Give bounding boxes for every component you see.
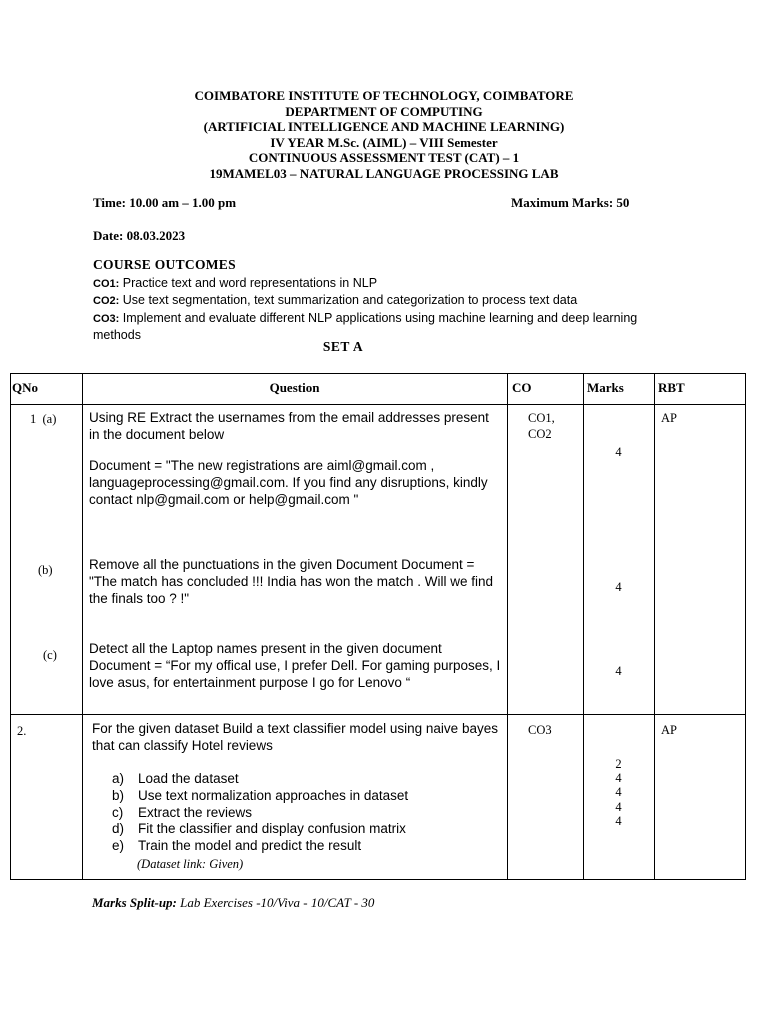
course-outcome-label: CO2: (93, 295, 120, 308)
header-qno: QNo (12, 380, 38, 395)
course-outcome-ref: CO2 (528, 427, 552, 441)
course-outcome-text: Use text segmentation, text summarization and categorization to process text data (119, 293, 578, 308)
header-marks: Marks (587, 380, 624, 395)
list-item (112, 771, 408, 788)
marks-value: 4 (615, 445, 622, 459)
exam-date: Date: 08.03.2023 (93, 228, 186, 243)
marks-value: 4 (615, 771, 622, 786)
step-marker: d) (112, 821, 125, 837)
department-name: DEPARTMENT OF COMPUTING (285, 103, 483, 119)
list-item (112, 838, 408, 855)
marks-split-up-text: Lab Exercises -10/Viva - 10/CAT - 30 (176, 895, 375, 910)
course-outcome-text: Practice text and word representations in NLP (119, 276, 378, 290)
header-co: CO (512, 380, 532, 395)
set-title: SET A (322, 339, 364, 354)
program-name: (ARTIFICIAL INTELLIGENCE AND MACHINE LEARNING) (203, 119, 565, 134)
course-outcome-text: Implement and evaluate different NLP applications using machine learning and deep learning methods (93, 310, 638, 342)
step-marker: e) (112, 838, 125, 854)
marks-value: 2 (615, 757, 622, 771)
table-border-bottom (10, 879, 746, 880)
column-divider (82, 373, 83, 880)
question-label-c: (c) (43, 648, 57, 662)
table-header-divider (10, 404, 746, 405)
rbt-value: AP (661, 723, 677, 737)
year-semester: IV YEAR M.Sc. (AIML) – VIII Semester (270, 134, 498, 150)
question-2-text: For the given dataset Build a text classifier model using naive bayes that can classify Hotel reviews (92, 721, 498, 753)
marks-split-column (583, 757, 654, 828)
column-divider (654, 373, 655, 880)
step-text: Load the dataset (138, 771, 239, 786)
marks-value: 4 (615, 785, 622, 800)
question-number: 1 (a) (30, 412, 57, 426)
step-marker: c) (112, 804, 124, 820)
step-text: Train the model and predict the result (138, 838, 362, 854)
marks-split-up-label: Marks Split-up: (92, 895, 177, 910)
course-outcome-ref: CO3 (528, 723, 552, 737)
question-label-b: (b) (38, 563, 53, 577)
step-marker: b) (112, 787, 125, 803)
list-item (112, 821, 408, 838)
course-outcomes-list (93, 275, 673, 343)
course-outcome-item (93, 292, 673, 309)
table-row-divider (10, 714, 746, 715)
question-1b-text: Remove all the punctuations in the given Document Document = "The match has concluded !!! India has won the match . Will we find the finals too ? !" (89, 557, 493, 606)
course-outcome-ref: CO1, (528, 411, 555, 425)
marks-value: 4 (615, 580, 622, 594)
table-border-right (745, 373, 746, 880)
marks-value: 4 (615, 664, 622, 678)
maximum-marks: Maximum Marks: 50 (511, 195, 630, 210)
question-1a-text: Using RE Extract the usernames from the email addresses present in the document below (89, 410, 489, 442)
table-border-top (10, 373, 746, 374)
institute-name: COIMBATORE INSTITUTE OF TECHNOLOGY, COIMBATORE (194, 88, 574, 103)
question-number: 2. (17, 724, 27, 738)
course-outcome-label: CO1: (93, 278, 120, 290)
test-name: CONTINUOUS ASSESSMENT TEST (CAT) – 1 (248, 150, 520, 165)
step-text: Extract the reviews (138, 804, 253, 820)
course-outcome-label: CO3: (93, 312, 120, 325)
table-border-left (10, 373, 11, 880)
marks-value: 4 (615, 813, 622, 828)
course-outcomes-title: COURSE OUTCOMES (93, 257, 236, 272)
course-outcome-item (93, 275, 673, 292)
list-item (112, 788, 408, 805)
rbt-value: AP (661, 411, 677, 425)
step-text: Fit the classifier and display confusion matrix (138, 821, 406, 837)
column-divider (507, 373, 508, 880)
questions-table (10, 373, 746, 880)
marks-split-up (92, 895, 374, 911)
header-question: Question (269, 380, 320, 395)
step-text: Use text normalization approaches in dataset (138, 787, 409, 803)
step-marker: a) (112, 771, 125, 786)
exam-time: Time: 10.00 am – 1.00 pm (93, 195, 237, 210)
question-1c-text: Detect all the Laptop names present in the given document Document = “For my offical use, I prefer Dell. For gaming purposes, I love asus, for entertainment purpose I go for Lenovo “ (89, 641, 501, 690)
question-1a-document: Document = "The new registrations are aiml@gmail.com , languageprocessing@gmail.com. If you find any disruptions, kindly contact nlp@gmail.com or help@gmail.com " (89, 458, 488, 507)
marks-value: 4 (615, 799, 622, 814)
question-2-steps (112, 771, 408, 855)
header-rbt: RBT (658, 380, 685, 395)
course-name: 19MAMEL03 – NATURAL LANGUAGE PROCESSING LAB (209, 165, 559, 181)
list-item (112, 805, 408, 822)
dataset-link: (Dataset link: Given) (137, 857, 244, 871)
document-header (0, 88, 768, 181)
